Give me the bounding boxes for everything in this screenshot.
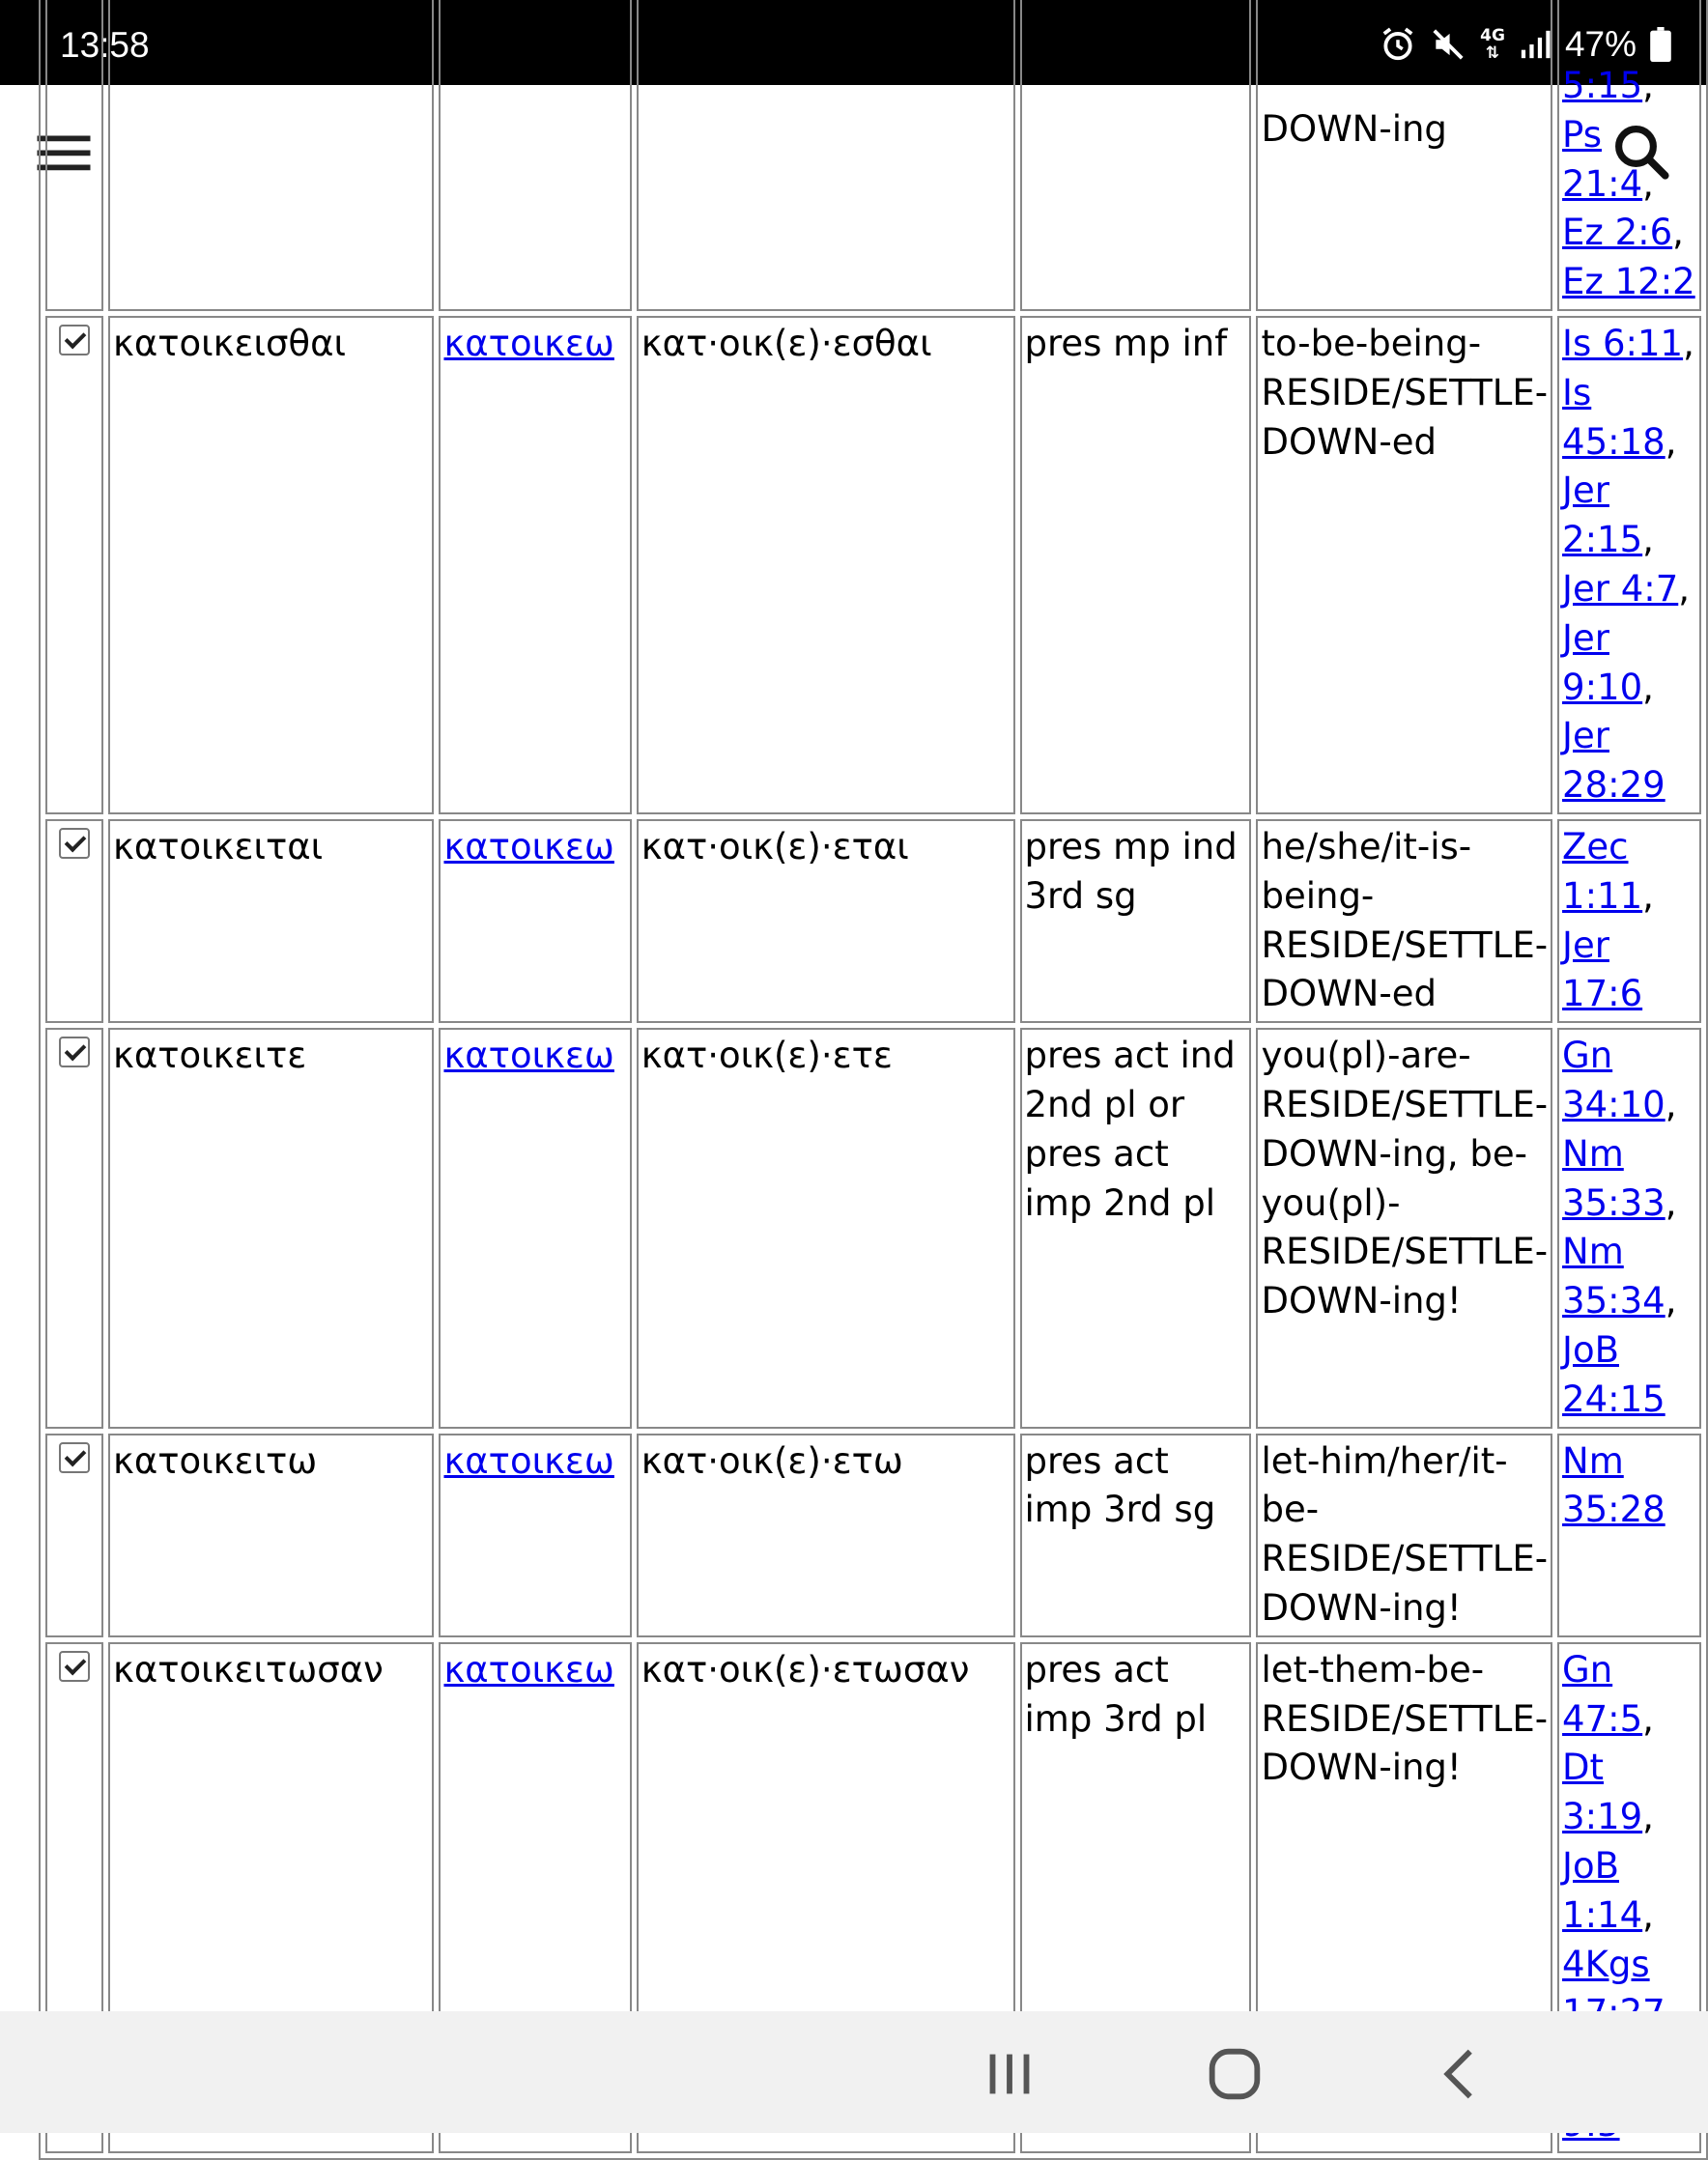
ref-link[interactable]: Jer 9:10 (1562, 616, 1643, 708)
morph-text: pres mp ind 3rd sg (1024, 825, 1238, 917)
ref-link[interactable]: 5:15 (1562, 65, 1643, 107)
morph-cell (1020, 1028, 1252, 1428)
form-text: κατοικειται (113, 825, 324, 867)
ref-link[interactable]: Is 6:11 (1562, 323, 1684, 364)
ref-link[interactable]: Jer 4:7 (1562, 567, 1679, 610)
parse-cell (637, 0, 1015, 311)
gloss-cell (1256, 819, 1552, 1023)
ref-link[interactable]: Dt 3:19 (1562, 1747, 1643, 1838)
refs-cell: Gn 34:10, Nm 35:33, Nm 35:34, JoB 24:15 (1557, 1028, 1701, 1428)
ref-link[interactable]: Nm 35:28 (1562, 1439, 1665, 1531)
morph-cell (1020, 316, 1252, 814)
select-cell (45, 0, 103, 311)
select-cell (45, 1434, 103, 1637)
table-row (45, 316, 1701, 814)
lemma-cell (439, 1642, 631, 2042)
gloss-text: you(pl)-are-RESIDE/SETTLE-DOWN-ing, be-you(pl)-RESIDE/SETTLE-DOWN-ing! (1261, 1035, 1549, 1322)
lemma-cell (439, 1028, 631, 1428)
gloss-text: to-be-being-RESIDE/SETTLE-DOWN-ed (1261, 323, 1549, 463)
content-viewport[interactable] (0, 65, 1708, 2011)
select-checkbox[interactable] (59, 325, 90, 355)
ref-link[interactable]: Jer 2:15 (1562, 469, 1643, 561)
back-icon[interactable] (1428, 2040, 1495, 2108)
gloss-text: let-him/her/it-be-RESIDE/SETTLE-DOWN-ing! (1261, 1439, 1549, 1629)
lemma-cell (439, 1434, 631, 1637)
table-row (45, 0, 1701, 311)
lemma-cell (439, 819, 631, 1023)
gloss-cell (1256, 1434, 1552, 1637)
form-cell (108, 819, 434, 1023)
ref-link[interactable]: Jer 17:6 (1562, 924, 1643, 1015)
ref-link[interactable]: 4Kgs (1562, 1943, 1650, 1985)
select-checkbox[interactable] (59, 1442, 90, 1473)
recents-icon[interactable] (976, 2040, 1043, 2108)
select-checkbox[interactable] (59, 1651, 90, 1682)
ref-link[interactable]: Is 45:18 (1562, 371, 1665, 463)
parse-text: κατ·οικ(ε)·ετω (640, 1439, 903, 1482)
table-row (45, 1434, 1701, 1637)
refs-cell: Zec 1:11, Jer 17:6 (1557, 819, 1701, 1023)
parse-cell (637, 1642, 1015, 2042)
gloss-cell (1256, 316, 1552, 814)
ref-link[interactable]: Ez 2:6 (1562, 212, 1673, 254)
form-cell (108, 1642, 434, 2042)
morph-cell (1020, 1434, 1252, 1637)
parse-cell (637, 1434, 1015, 1637)
morph-text: pres mp inf (1024, 323, 1228, 364)
table-row (45, 1028, 1701, 1428)
gloss-cell (1256, 1028, 1552, 1428)
ref-link[interactable]: JoB 24:15 (1562, 1328, 1665, 1420)
clock: 13:58 (60, 25, 150, 65)
ref-link[interactable]: Ps 21:4 (1562, 113, 1643, 205)
parse-text: κατ·οικ(ε)·εσθαι (640, 323, 932, 364)
ref-link[interactable]: Ez 12:2 (1562, 261, 1695, 303)
network-icon: 4G ⇅ (1480, 26, 1505, 63)
lemma-cell (439, 316, 631, 814)
gloss-text: he/she/it-is-being-RESIDE/SETTLE-DOWN-ed (1261, 825, 1549, 1015)
select-cell (45, 819, 103, 1023)
form-cell (108, 1028, 434, 1428)
select-cell (45, 316, 103, 814)
form-text: κατοικεισθαι (113, 323, 346, 364)
parse-text: κατ·οικ(ε)·ετε (640, 1035, 893, 1077)
parse-text: κατ·οικ(ε)·εται (640, 825, 909, 867)
table-row (45, 819, 1701, 1023)
select-cell (45, 1642, 103, 2042)
gloss-cell (1256, 0, 1552, 311)
ref-link[interactable]: JoB 1:14 (1562, 1844, 1643, 1936)
select-checkbox[interactable] (59, 1037, 90, 1067)
parse-cell (637, 819, 1015, 1023)
morph-cell (1020, 0, 1252, 311)
lemma-link[interactable]: κατοικεω (443, 1648, 614, 1691)
gloss-cell (1256, 1642, 1552, 2042)
form-cell (108, 0, 434, 311)
form-text: κατοικειτε (113, 1035, 307, 1077)
ref-link[interactable]: Nm 35:33 (1562, 1132, 1665, 1224)
table-row (45, 1642, 1701, 2042)
form-text: κατοικειτω (113, 1439, 318, 1482)
lemma-cell (439, 0, 631, 311)
form-cell (108, 1434, 434, 1637)
ref-link[interactable]: Gn 47:5 (1562, 1648, 1643, 1740)
morph-cell (1020, 819, 1252, 1023)
lemma-link[interactable]: κατοικεω (443, 323, 614, 364)
morph-text: pres act imp 3rd sg (1024, 1439, 1216, 1531)
refs-cell: 5:15, Ps 21:4, Ez 2:6, Ez 12:2 (1557, 0, 1701, 311)
ref-link[interactable]: Gn 34:10 (1562, 1035, 1665, 1125)
lemma-link[interactable]: κατοικεω (443, 1035, 614, 1077)
ref-link[interactable]: Zec 1:11 (1562, 825, 1643, 917)
parse-text: κατ·οικ(ε)·ετωσαν (640, 1648, 970, 1691)
refs-cell: Gn 47:5, Dt 3:19, JoB 1:14, 4Kgs (1557, 1642, 1701, 2042)
select-checkbox[interactable] (59, 828, 90, 859)
ref-link[interactable]: Jer 28:29 (1562, 715, 1665, 807)
form-cell (108, 316, 434, 814)
refs-cell (1557, 1434, 1701, 1637)
select-cell (45, 1028, 103, 1428)
lemma-link[interactable]: κατοικεω (443, 825, 614, 867)
system-nav-bar (0, 2011, 1708, 2133)
form-text: κατοικειτωσαν (113, 1648, 384, 1691)
morph-text: pres act imp 3rd pl (1024, 1648, 1208, 1740)
parse-cell (637, 316, 1015, 814)
battery-percent: 47% (1564, 24, 1637, 64)
gloss-text: let-them-be-RESIDE/SETTLE-DOWN-ing! (1261, 1648, 1549, 1789)
gloss-text: DOWN-ing (1261, 108, 1447, 151)
parse-cell (637, 1028, 1015, 1428)
lemma-link[interactable]: κατοικεω (443, 1439, 614, 1482)
word-forms-table (39, 0, 1708, 2160)
morph-cell (1020, 1642, 1252, 2042)
refs-cell: Is 6:11, Is 45:18, Jer 2:15, Jer 4:7, Jer 9:10, Jer 28:29 (1557, 316, 1701, 814)
home-icon[interactable] (1201, 2040, 1268, 2108)
ref-link[interactable]: Nm 35:34 (1562, 1231, 1665, 1322)
morph-text: pres act ind 2nd pl or pres act imp 2nd pl (1024, 1035, 1236, 1224)
